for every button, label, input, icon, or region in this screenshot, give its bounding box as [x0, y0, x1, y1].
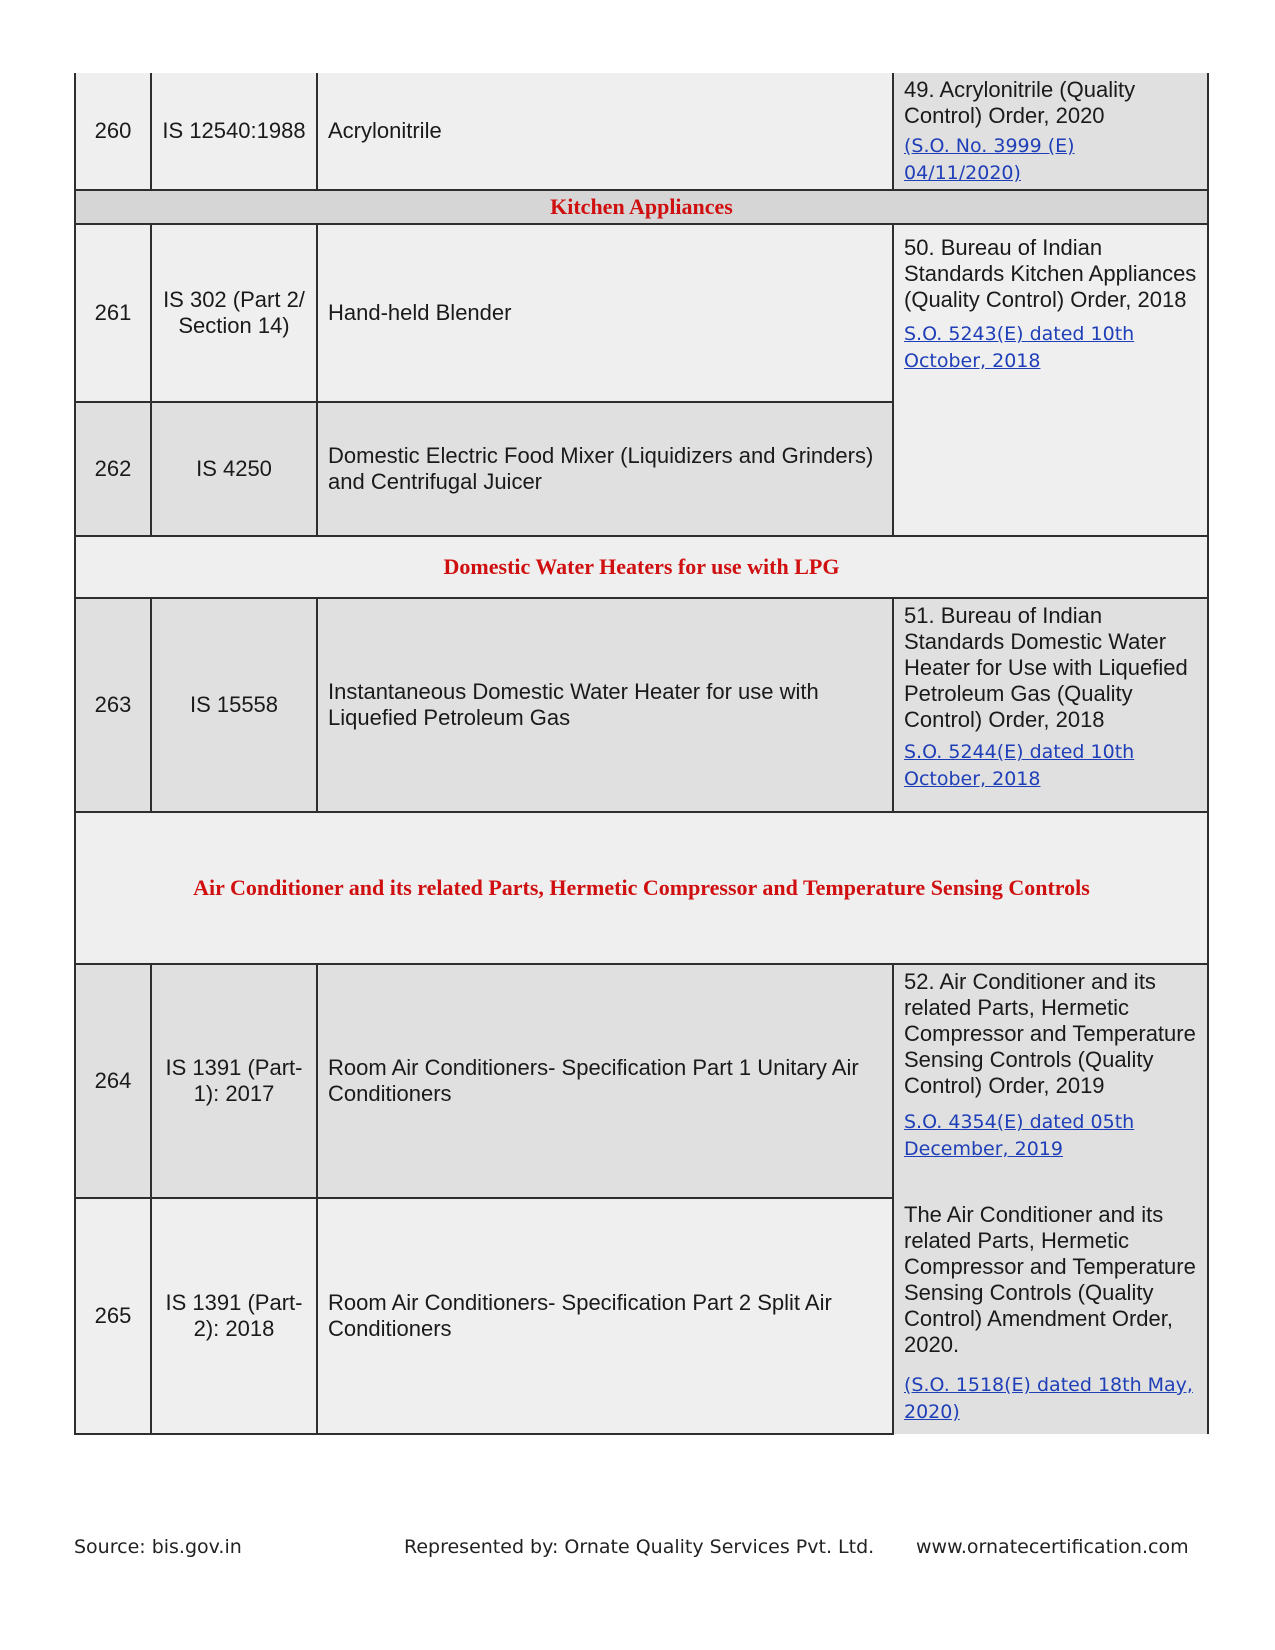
- order-link[interactable]: S.O. 5244(E) dated 10th October, 2018: [904, 741, 1135, 790]
- row-number: 265: [75, 1198, 151, 1434]
- row-number: 262: [75, 402, 151, 536]
- order-cell: [893, 598, 1208, 812]
- order-link[interactable]: (S.O. No. 3999 (E) 04/11/2020): [904, 135, 1075, 184]
- product-description: Domestic Electric Food Mixer (Liquidizers and Grinders) and Centrifugal Juicer: [317, 402, 893, 536]
- order-link[interactable]: S.O. 4354(E) dated 05th December, 2019: [904, 1111, 1135, 1160]
- product-description: Hand-held Blender: [317, 224, 893, 402]
- footer-website[interactable]: www.ornatecertification.com: [916, 1536, 1189, 1558]
- table-row: [75, 73, 1208, 190]
- standard-number: IS 15558: [151, 598, 317, 812]
- standard-number: IS 302 (Part 2/ Section 14): [151, 224, 317, 402]
- section-header: [75, 536, 1208, 598]
- row-number: 263: [75, 598, 151, 812]
- row-number: 261: [75, 224, 151, 402]
- standard-number: IS 4250: [151, 402, 317, 536]
- row-number: 260: [75, 73, 151, 190]
- section-title-water-heaters: Domestic Water Heaters for use with LPG: [75, 536, 1208, 598]
- standard-number: IS 1391 (Part-1): 2017: [151, 964, 317, 1198]
- product-description: Room Air Conditioners- Specification Part 2 Split Air Conditioners: [317, 1198, 893, 1434]
- order-link[interactable]: S.O. 5243(E) dated 10th October, 2018: [904, 323, 1135, 372]
- section-title-kitchen: Kitchen Appliances: [75, 190, 1208, 224]
- table-row: [75, 1198, 1208, 1434]
- standard-number: IS 1391 (Part-2): 2018: [151, 1198, 317, 1434]
- table-row: [75, 598, 1208, 812]
- order-title: 50. Bureau of Indian Standards Kitchen Appliances (Quality Control) Order, 2018: [904, 235, 1197, 312]
- order-cell: [893, 1198, 1208, 1434]
- order-cell: [893, 224, 1208, 536]
- order-cell: [893, 964, 1208, 1198]
- table-row: [75, 964, 1208, 1198]
- section-title-air-conditioner: Air Conditioner and its related Parts, Hermetic Compressor and Temperature Sensing Controls: [75, 812, 1208, 964]
- order-title: 52. Air Conditioner and its related Parts, Hermetic Compressor and Temperature Sensing Controls (Quality Control) Order, 2019: [904, 969, 1196, 1098]
- standard-number: IS 12540:1988: [151, 73, 317, 190]
- table-row: [75, 224, 1208, 402]
- footer-source: Source: bis.gov.in: [74, 1536, 242, 1558]
- section-header: [75, 812, 1208, 964]
- order-link[interactable]: (S.O. 1518(E) dated 18th May, 2020): [904, 1374, 1193, 1423]
- section-header: [75, 190, 1208, 224]
- order-title: The Air Conditioner and its related Parts, Hermetic Compressor and Temperature Sensing Controls (Quality Control) Amendment Order, 2020.: [904, 1202, 1196, 1357]
- order-title: 49. Acrylonitrile (Quality Control) Order, 2020: [904, 77, 1136, 128]
- row-number: 264: [75, 964, 151, 1198]
- order-cell: [893, 73, 1208, 190]
- standards-table: [74, 73, 1209, 1435]
- order-title: 51. Bureau of Indian Standards Domestic Water Heater for Use with Liquefied Petroleum Gas (Quality Control) Order, 2018: [904, 603, 1188, 732]
- page-footer: [74, 1536, 1207, 1566]
- product-description: Acrylonitrile: [317, 73, 893, 190]
- product-description: Instantaneous Domestic Water Heater for use with Liquefied Petroleum Gas: [317, 598, 893, 812]
- product-description: Room Air Conditioners- Specification Part 1 Unitary Air Conditioners: [317, 964, 893, 1198]
- footer-represented-by: Represented by: Ornate Quality Services Pvt. Ltd.: [404, 1536, 875, 1558]
